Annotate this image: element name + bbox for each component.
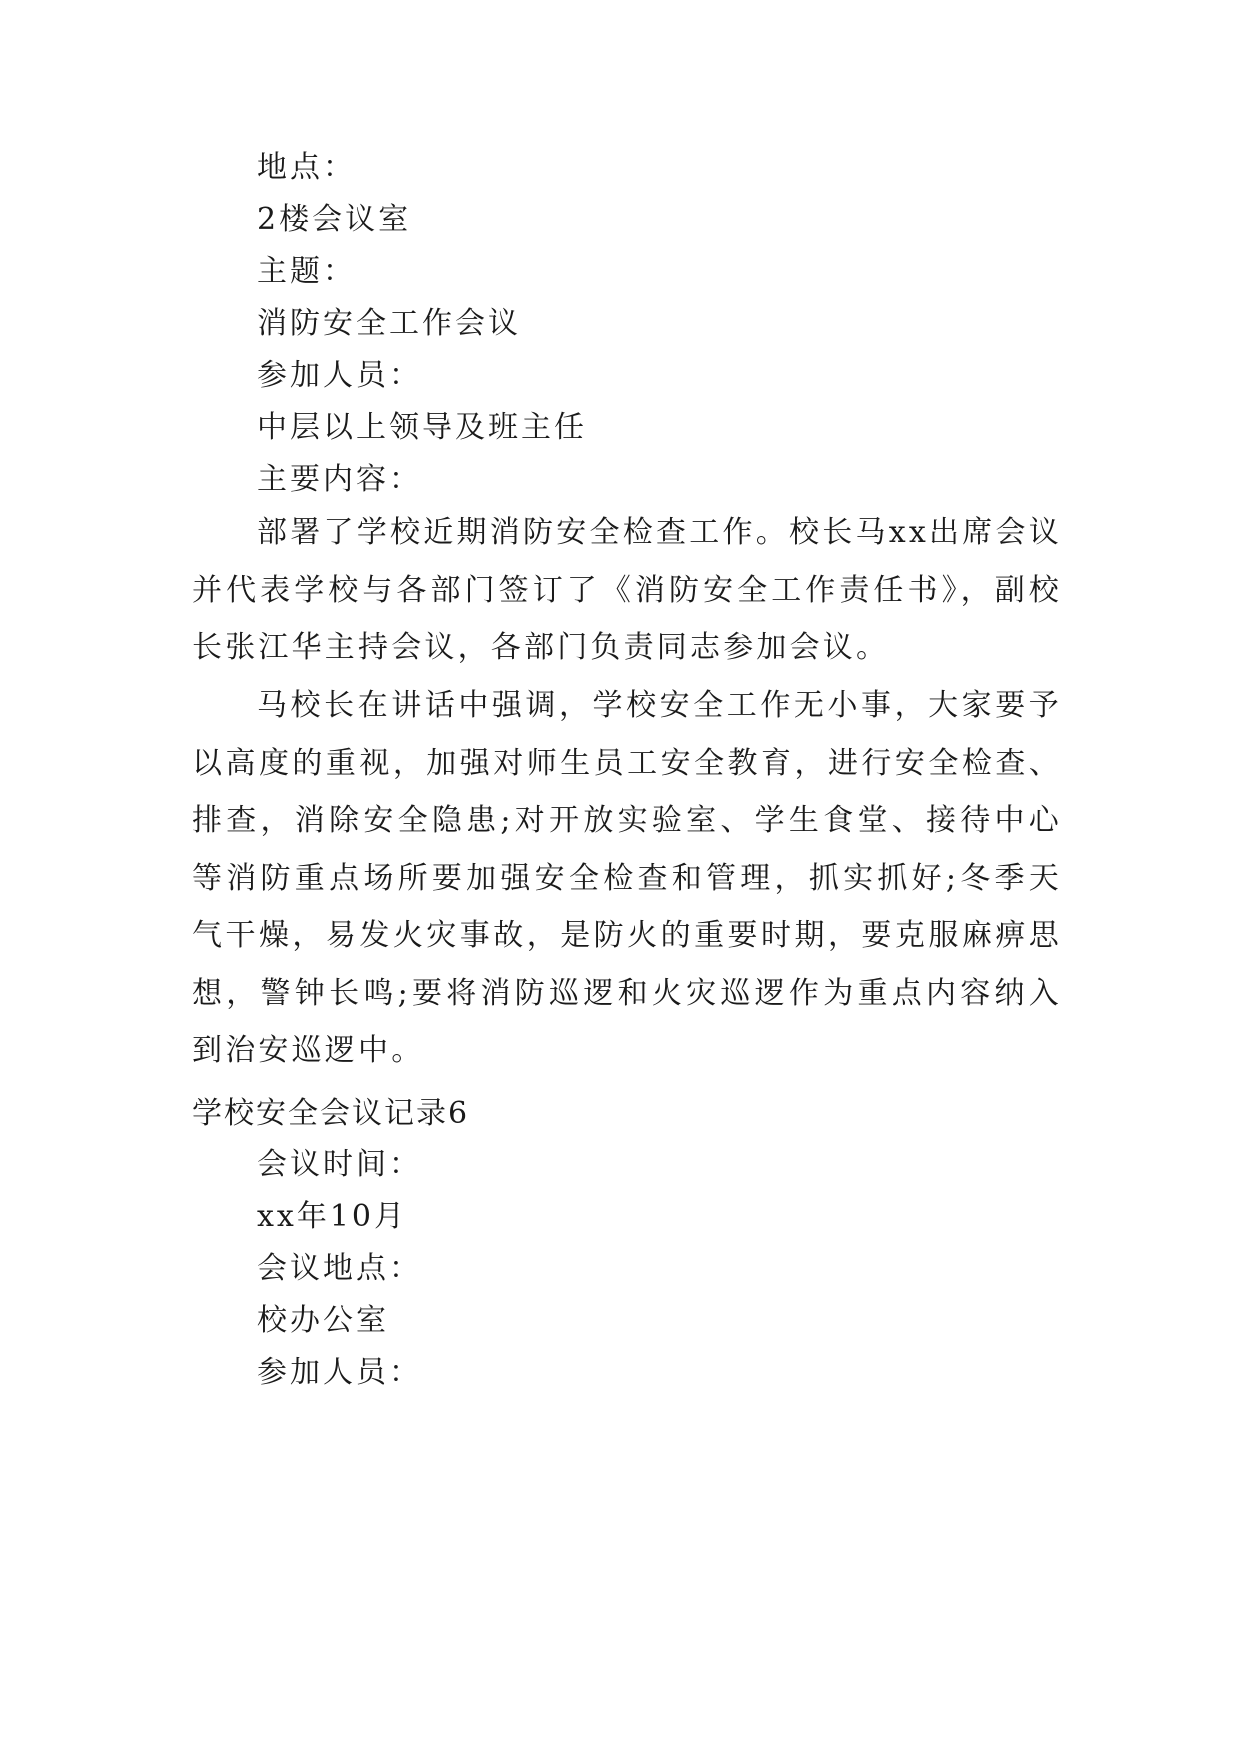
meeting-location-label: 会议地点：	[257, 1251, 422, 1286]
attendees-value: 中层以上领导及班主任	[257, 410, 587, 445]
meeting-time-value: xx年10月	[257, 1199, 408, 1234]
meeting-attendees-label: 参加人员：	[257, 1355, 422, 1390]
location-value: 2楼会议室	[257, 202, 412, 237]
content-label: 主要内容：	[257, 462, 422, 497]
content-paragraph-1: 部署了学校近期消防安全检查工作。校长马xx出席会议并代表学校与各部门签订了《消防安全工作责任书》，副校长张江华主持会议，各部门负责同志参加会议。	[192, 515, 1062, 665]
section-title: 学校安全会议记录6	[192, 1096, 470, 1131]
location-label: 地点：	[257, 150, 356, 185]
topic-label: 主题：	[257, 254, 356, 289]
content-paragraph-2: 马校长在讲话中强调，学校安全工作无小事，大家要予以高度的重视，加强对师生员工安全教育，进行安全检查、排查，消除安全隐患;对开放实验室、学生食堂、接待中心等消防重点场所要加强安全检查和管理，抓实抓好;冬季天气干燥，易发火灾事故，是防火的重要时期，要克服麻痹思想，警钟长鸣;要将消防巡逻和火灾巡逻作为重点内容纳入到治安巡逻中。	[192, 688, 1062, 1068]
attendees-label: 参加人员：	[257, 358, 422, 393]
meeting-time-label: 会议时间：	[257, 1147, 422, 1182]
meeting-location-value: 校办公室	[257, 1303, 389, 1338]
topic-value: 消防安全工作会议	[257, 306, 521, 341]
